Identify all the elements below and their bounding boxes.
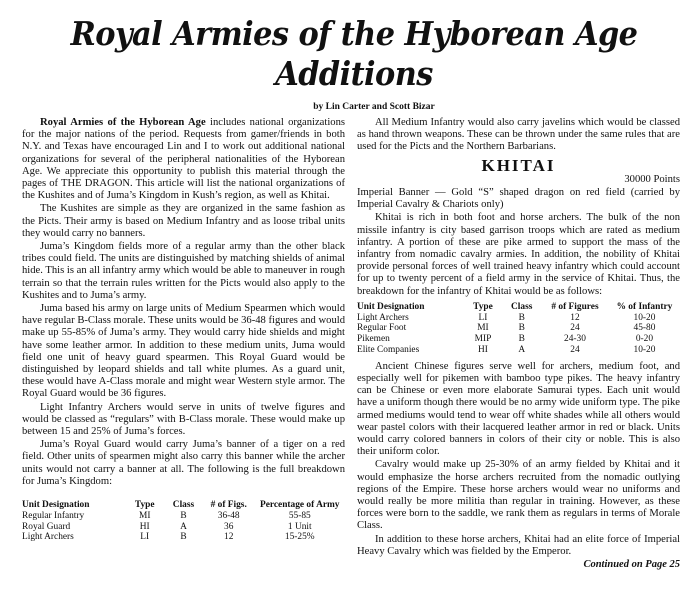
byline: by Lin Carter and Scott Bizar: [313, 102, 435, 112]
column-header: Unit Designation: [357, 301, 425, 312]
intro-bold-title: Royal Armies of the Hyborean Age: [40, 117, 206, 128]
table-cell: 15-25%: [284, 532, 315, 543]
table-cell: A: [180, 521, 187, 532]
column-header: # of Figs.: [210, 500, 247, 511]
table-cell: 0-20: [635, 334, 654, 345]
table-row: [357, 334, 680, 345]
left-column: [22, 117, 345, 571]
imperial-cavalry-paragraph: In addition to these horse archers, Khitai had an elite force of Imperial Heavy Cavalry which was fielded by the Emperor.: [357, 533, 680, 557]
table-cell: 10-20: [633, 312, 656, 323]
army-points: 30000 Points: [624, 173, 680, 185]
table-cell: B: [518, 323, 525, 334]
table-row: [22, 511, 345, 522]
column-header: % of Infantry: [616, 301, 673, 312]
table-cell: 24: [570, 323, 580, 334]
table-cell: HI: [478, 345, 488, 356]
juma-banner-paragraph: Juma’s Royal Guard would carry Juma’s banner of a tiger on a red field. Other units of spearmen might also carry this banner while the archer units would not carry a banner at all. The following is the full breakdown for Juma’s Kingdom:: [22, 439, 345, 487]
khitai-infantry-paragraph: Khitai is rich in both foot and horse archers. The bulk of the non missile infantry is city based garrison troops which are rated as medium infantry. A portion of these are pike armed to support the mass of the infantry from nomadic cavalry armies. In addition, the nobility of Khitai provide personal forces of well trained heavy infantry which could account for up to twenty percent of a field army in the service of Khitai. Thus, the breakdown for the infantry of Khitai would be as follows:: [357, 212, 680, 297]
column-header: # of Figures: [551, 301, 599, 312]
table-cell: HI: [139, 521, 150, 532]
table-header-row: [22, 500, 345, 511]
table-header-row: [357, 302, 680, 313]
article-columns: [22, 117, 686, 571]
table-row: [357, 323, 680, 334]
table-cell: 55-85: [288, 510, 311, 521]
table-cell: A: [518, 345, 526, 356]
table-cell: B: [518, 334, 525, 345]
column-header: Unit Designation: [22, 500, 90, 511]
table-cell: LI: [140, 532, 150, 543]
table-cell: 10-20: [633, 345, 656, 356]
table-cell: Regular Foot: [357, 323, 407, 334]
table-cell: Pikemen: [357, 334, 390, 345]
table-cell: 24-30: [564, 334, 586, 345]
table-row: [22, 522, 345, 533]
table-cell: 12: [570, 312, 580, 323]
column-header: Percentage of Army: [260, 500, 340, 511]
intro-text: includes national organizations for the major nations of the period. Requests from gamer/friends in both N.Y. and Texas have encouraged Lin and I to work out additional national organizations for several of the peripheral nationalities of the Hyborean Age. We appreciate this opportunity to publish this material through the pages of THE DRAGON. This article will list the national organizations of the Kushites and of Juma’s Kingdom in Kush’s region, as well as Khitai.: [22, 117, 345, 202]
table-cell: MI: [477, 323, 489, 334]
table-cell: MIP: [474, 334, 492, 345]
table-cell: Regular Infantry: [22, 510, 85, 521]
table-row: [357, 313, 680, 324]
khitai-infantry-table: [357, 302, 680, 356]
imperial-banner-paragraph: Imperial Banner — Gold “S” shaped dragon on red field (carried by Imperial Cavalry & Chariots only): [357, 187, 680, 211]
kushites-paragraph: The Kushites are simple as they are organized in the same fashion as the Picts. Their army is based on Medium Infantry and as loose tribal units they would carry no banners.: [22, 203, 345, 239]
juma-breakdown-table: [22, 500, 345, 543]
figures-paragraph: Ancient Chinese figures serve well for archers, medium foot, and especially well for pikemen with bamboo type pikes. The heavy infantry can be Chinese or even more elaborate Samurai types. Each unit would have a uniform though there would be no army wide uniform type. The pike armed mediums would tend to wear off white shades while all others would wear pastel colors with their lacquered leather armor in red or black. Units would carry colored banners in colors of their city or noble. This is also their uniform color.: [357, 360, 680, 458]
table-row: [22, 532, 345, 543]
table-cell: 1 Unit: [287, 521, 312, 532]
table-cell: 45-80: [633, 323, 656, 334]
column-header: Type: [473, 301, 493, 312]
column-header: Class: [172, 500, 195, 511]
light-archers-paragraph: Light Infantry Archers would serve in units of twelve figures and would be classed as “regulars” with B-Class morale. These would make up between 15 and 25% of Juma’s forces.: [22, 401, 345, 438]
juma-army-paragraph: Juma based his army on large units of Medium Spearmen which would have regular B-Class morale. These units would be 36-48 figures and would make up 55-85% of Juma’s army. They would carry hide shields and might have some leather armor. In addition to these medium units, Juma would field one unit of heavy guard spearmen. This Royal Guard would be distinguished by leopard shields and tall white plumes. As a guard unit, these would have A-Class morale and might wear Western style armor. The Royal Guard would be 36 figures.: [22, 303, 345, 400]
table-cell: 12: [224, 532, 234, 543]
table-cell: B: [180, 510, 187, 521]
table-cell: MI: [139, 510, 151, 521]
intro-paragraph: [22, 117, 345, 202]
column-header: Type: [134, 500, 155, 511]
cavalry-paragraph: Cavalry would make up 25-30% of an army fielded by Khitai and it would emphasize the horse archers recruited from the nomadic outlying regions of the Empire. These horse archers would wear no uniforms and would really be more militia than regular in training. However, as these forces were born to the saddle, we rank them as regulars in terms of Morale Class.: [357, 459, 680, 532]
table-cell: Royal Guard: [22, 521, 71, 532]
continued-link[interactable]: Continued on Page 25: [583, 559, 680, 571]
right-column: [357, 117, 680, 571]
table-cell: 24: [570, 345, 580, 356]
table-cell: 36-48: [217, 510, 240, 521]
table-cell: Light Archers: [22, 532, 74, 543]
table-cell: B: [518, 312, 525, 323]
table-cell: Light Archers: [357, 312, 409, 323]
column-header: Class: [511, 301, 533, 312]
table-cell: LI: [478, 312, 488, 323]
juma-kingdom-paragraph: Juma’s Kingdom fields more of a regular army than the other black tribes could field. The units are distinguished by matching shields of animal hide. This is an all infantry army which would be able to maneuver in rough terrain so that the terrain rules written for the Picts would also apply to the Kushites and to Juma’s army.: [22, 241, 345, 301]
javelins-paragraph: All Medium Infantry would also carry javelins which would be classed as hand thrown weapons. These can be thrown under the same rules that are used for the Picts and the Northern Barbarians.: [357, 117, 680, 153]
table-cell: Elite Companies: [357, 345, 420, 356]
article-title: Royal Armies of the Hyborean Age Additions: [70, 14, 638, 93]
section-heading-khitai: KHITAI: [481, 155, 556, 175]
table-cell: 36: [224, 521, 234, 532]
table-cell: B: [180, 532, 187, 543]
table-row: [357, 345, 680, 356]
